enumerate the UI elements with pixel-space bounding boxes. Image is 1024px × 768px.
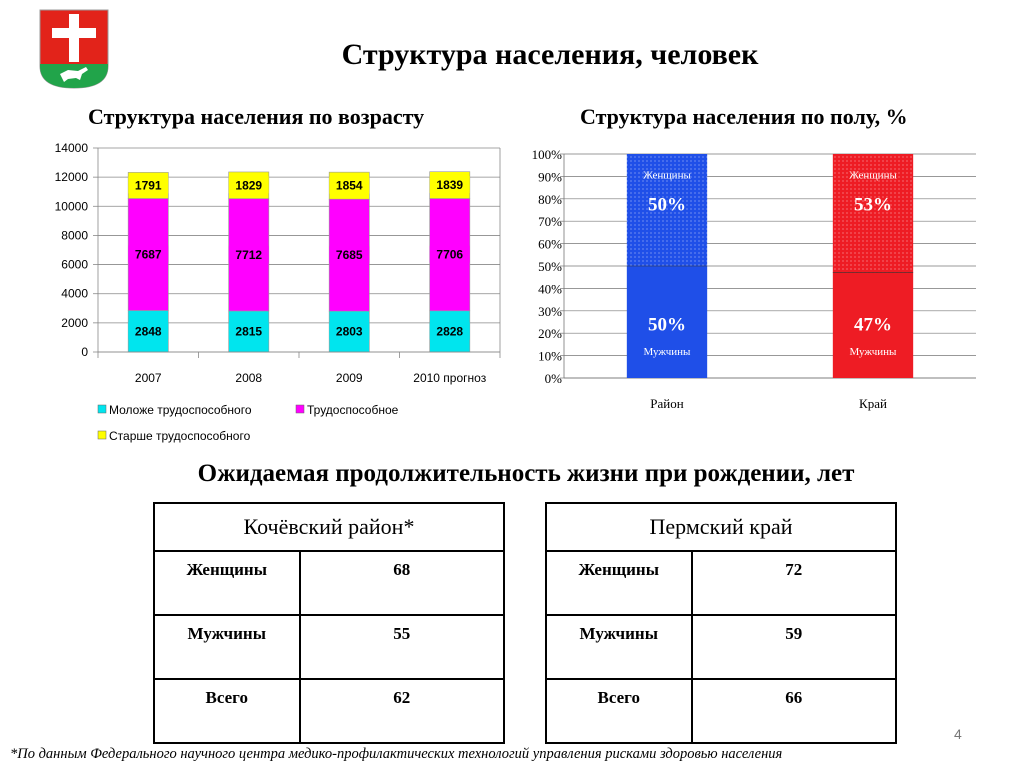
row-value: 66 (692, 679, 897, 743)
row-value: 55 (300, 615, 505, 679)
y-tick-label: 90% (538, 169, 562, 185)
row-label: Всего (546, 679, 692, 743)
data-label: 1791 (134, 178, 162, 193)
x-tick-label: Район (650, 396, 684, 411)
y-tick-label: 10000 (54, 199, 88, 214)
legend-label: Трудоспособное (307, 403, 399, 417)
data-label: 1839 (436, 178, 464, 193)
data-label: 7687 (134, 247, 162, 262)
y-tick-label: 30% (538, 303, 562, 319)
row-label: Женщины (154, 551, 300, 615)
y-tick-label: 12000 (54, 170, 88, 185)
row-label: Мужчины (154, 615, 300, 679)
sex-chart-title: Структура населения по полу, % (580, 104, 908, 129)
data-label: 47% (854, 314, 892, 336)
footnote: *По данным Федерального научного центра медико-профилактических технологий управления рисками здоровью населения (10, 746, 783, 762)
y-tick-label: 0 (81, 345, 88, 359)
life-expectancy-table-region (545, 502, 897, 744)
x-tick-label: 2009 (335, 371, 363, 385)
y-tick-label: 6000 (61, 257, 88, 272)
y-tick-label: 14000 (54, 141, 88, 155)
data-label: 7712 (235, 247, 263, 262)
row-value: 59 (692, 615, 897, 679)
data-label: 2848 (134, 324, 162, 339)
life-expectancy-table-district (153, 502, 505, 744)
life-expectancy-title: Ожидаемая продолжительность жизни при рождении, лет (197, 460, 855, 487)
y-tick-label: 0% (544, 371, 562, 386)
data-label: 1854 (335, 178, 363, 193)
data-label: 2815 (235, 324, 263, 339)
page-title: Структура населения, человек (341, 38, 759, 71)
segment-series-label: Женщины (849, 169, 897, 182)
y-tick-label: 10% (538, 348, 562, 364)
table-row (154, 615, 504, 679)
data-label: 7706 (436, 247, 464, 262)
row-value: 68 (300, 551, 505, 615)
table-row (546, 615, 896, 679)
table-row (546, 551, 896, 615)
row-value: 72 (692, 551, 897, 615)
data-label: 50% (648, 314, 686, 336)
x-tick-label: 2008 (235, 371, 263, 385)
y-tick-label: 80% (538, 191, 562, 207)
table-row (154, 679, 504, 743)
data-label: 7685 (335, 248, 363, 263)
y-tick-label: 2000 (61, 315, 88, 330)
table-row (546, 679, 896, 743)
age-structure-chart (40, 138, 510, 460)
y-tick-label: 100% (531, 147, 562, 162)
x-tick-label: 2010 прогноз (413, 371, 487, 385)
y-tick-label: 8000 (61, 228, 88, 243)
x-tick-label: 2007 (134, 371, 162, 385)
y-tick-label: 50% (538, 259, 562, 274)
legend-swatch (296, 405, 304, 413)
sex-structure-chart (514, 140, 984, 420)
row-label: Женщины (546, 551, 692, 615)
y-tick-label: 20% (538, 326, 562, 342)
y-tick-label: 40% (538, 281, 562, 297)
legend-swatch (98, 431, 106, 439)
data-label: 50% (648, 194, 686, 216)
data-label: 2828 (436, 324, 464, 339)
x-tick-label: Край (859, 396, 887, 411)
data-label: 2803 (335, 324, 363, 339)
age-chart-title: Структура населения по возрасту (88, 104, 425, 129)
legend-label: Моложе трудоспособного (109, 403, 252, 417)
y-tick-label: 70% (538, 214, 562, 230)
table-header: Кочёвский район* (154, 503, 504, 551)
table-header: Пермский край (546, 503, 896, 551)
data-label: 53% (854, 194, 892, 216)
row-value: 62 (300, 679, 505, 743)
legend-swatch (98, 405, 106, 413)
y-tick-label: 4000 (61, 286, 88, 301)
segment-series-label: Мужчины (643, 346, 691, 359)
segment-series-label: Женщины (643, 169, 691, 182)
segment-series-label: Мужчины (849, 346, 897, 359)
y-tick-label: 60% (538, 236, 562, 252)
row-label: Мужчины (546, 615, 692, 679)
data-label: 1829 (235, 178, 263, 193)
table-row (154, 551, 504, 615)
page-number: 4 (954, 726, 962, 742)
row-label: Всего (154, 679, 300, 743)
legend-label: Старше трудоспособного (109, 429, 251, 443)
